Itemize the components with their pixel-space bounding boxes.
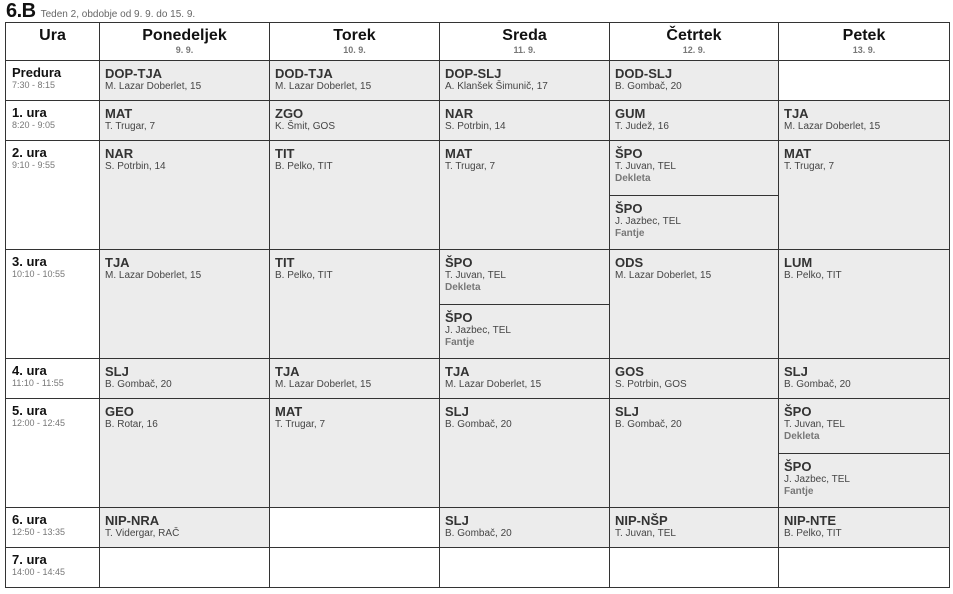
lesson-entry[interactable] [270,250,439,282]
class-name: 6.B [6,0,36,22]
lesson-cell[interactable] [270,250,440,359]
lesson-cell[interactable] [610,61,779,101]
lesson-entry[interactable] [100,399,269,431]
lesson-teacher-room: M. Lazar Doberlet, 15 [445,379,542,390]
lesson-entry[interactable] [270,61,439,93]
lesson-cell[interactable] [270,61,440,101]
lesson-cell[interactable] [779,399,950,508]
period-name: 5. ura [12,403,47,418]
day-date: 11. 9. [513,45,536,55]
lesson-entry[interactable] [779,101,949,133]
lesson-cell[interactable] [100,61,270,101]
day-name: Petek [842,27,886,44]
week-info: Teden 2, obdobje od 9. 9. do 15. 9. [40,9,196,20]
lesson-subject: GUM [615,106,646,121]
empty-cell [270,548,440,588]
lesson-subject: ŠPO [615,201,643,216]
lesson-cell[interactable] [779,101,950,141]
lesson-entry[interactable] [100,359,269,391]
lesson-cell[interactable] [610,141,779,250]
lesson-teacher-room: T. Vidergar, RAČ [105,528,180,539]
lesson-cell[interactable] [779,359,950,399]
lesson-teacher-room: B. Pelko, TIT [275,270,333,281]
lesson-teacher-room: M. Lazar Doberlet, 15 [105,81,202,92]
lesson-teacher-room: T. Trugar, 7 [275,419,326,430]
lesson-entry[interactable] [610,195,778,249]
lesson-cell[interactable] [440,61,610,101]
period-time: 12:50 - 13:35 [12,527,66,537]
lesson-entry[interactable] [100,101,269,133]
period-row [6,359,950,399]
lesson-cell[interactable] [100,399,270,508]
period-time: 11:10 - 11:55 [12,378,64,388]
lesson-entry[interactable] [610,141,778,195]
lesson-group: Dekleta [615,173,651,184]
lesson-subject: GEO [105,404,134,419]
lesson-cell[interactable] [440,101,610,141]
lesson-subject: ŠPO [784,459,812,474]
lesson-entry[interactable] [270,101,439,133]
lesson-teacher-room: B. Gombač, 20 [615,419,682,430]
period-cell [6,101,100,141]
lesson-subject: TJA [784,106,809,121]
period-cell [6,359,100,399]
lesson-teacher-room: B. Pelko, TIT [784,270,842,281]
lesson-entry[interactable] [100,141,269,173]
lesson-teacher-room: B. Rotar, 16 [105,419,158,430]
lesson-entry[interactable] [779,141,949,173]
lesson-cell[interactable] [100,508,270,548]
day-header [440,23,610,61]
lesson-group: Fantje [615,228,645,239]
day-header [270,23,440,61]
day-date: 9. 9. [175,45,194,55]
day-name: Torek [333,27,376,44]
lesson-entry[interactable] [610,399,778,431]
lesson-subject: SLJ [445,513,469,528]
empty-cell [270,508,440,548]
lesson-subject: DOP-TJA [105,66,163,81]
period-cell [6,61,100,101]
lesson-cell[interactable] [440,141,610,250]
lesson-teacher-room: M. Lazar Doberlet, 15 [615,270,712,281]
lesson-subject: ŠPO [615,146,643,161]
period-name: 4. ura [12,363,47,378]
period-column-label: Ura [39,27,66,44]
lesson-entry[interactable] [440,399,609,431]
period-time: 14:00 - 14:45 [12,567,66,577]
lesson-teacher-room: M. Lazar Doberlet, 15 [275,81,372,92]
lesson-subject: SLJ [105,364,129,379]
lesson-cell[interactable] [440,359,610,399]
period-time: 7:30 - 8:15 [12,80,56,90]
lesson-entry[interactable] [440,304,609,358]
empty-cell [100,548,270,588]
timetable [5,22,950,588]
lesson-entry[interactable] [440,508,609,540]
lesson-teacher-room: T. Juvan, TEL [615,161,676,172]
lesson-group: Fantje [445,337,475,348]
lesson-subject: ŠPO [784,404,812,419]
day-name: Ponedeljek [142,27,227,44]
lesson-subject: LUM [784,255,813,270]
lesson-teacher-room: B. Gombač, 20 [784,379,851,390]
lesson-teacher-room: B. Pelko, TIT [784,528,842,539]
lesson-cell[interactable] [440,250,610,359]
lesson-cell[interactable] [779,250,950,359]
period-time: 12:00 - 12:45 [12,418,66,428]
lesson-teacher-room: M. Lazar Doberlet, 15 [275,379,372,390]
lesson-subject: NIP-NRA [105,513,160,528]
lesson-teacher-room: S. Potrbin, GOS [615,379,687,390]
lesson-cell[interactable] [270,399,440,508]
day-header [779,23,950,61]
lesson-cell[interactable] [440,399,610,508]
lesson-cell[interactable] [100,250,270,359]
lesson-subject: DOP-SLJ [445,66,502,81]
lesson-entry[interactable] [440,141,609,173]
day-date: 13. 9. [852,45,876,55]
lesson-subject: NAR [105,146,134,161]
lesson-teacher-room: T. Trugar, 7 [445,161,496,172]
lesson-entry[interactable] [270,399,439,431]
lesson-teacher-room: B. Gombač, 20 [445,419,512,430]
day-header [100,23,270,61]
empty-cell [440,548,610,588]
lesson-cell[interactable] [270,359,440,399]
lesson-teacher-room: T. Juvan, TEL [784,419,845,430]
lesson-teacher-room: B. Pelko, TIT [275,161,333,172]
lesson-entry[interactable] [440,250,609,304]
lesson-subject: DOD-TJA [275,66,333,81]
timetable-header [6,0,195,22]
period-name: 6. ura [12,512,47,527]
lesson-teacher-room: T. Trugar, 7 [105,121,156,132]
lesson-cell[interactable] [610,399,779,508]
lesson-teacher-room: T. Juvan, TEL [615,528,676,539]
period-column-header [6,23,100,61]
lesson-subject: ZGO [275,106,304,121]
empty-cell [610,548,779,588]
lesson-entry[interactable] [610,61,778,93]
lesson-subject: SLJ [784,364,808,379]
lesson-teacher-room: B. Gombač, 20 [615,81,682,92]
period-row [6,141,950,250]
lesson-teacher-room: B. Gombač, 20 [445,528,512,539]
day-name: Sreda [502,27,547,44]
period-cell [6,508,100,548]
lesson-entry[interactable] [100,61,269,93]
lesson-entry[interactable] [100,508,269,540]
lesson-subject: MAT [784,146,812,161]
period-name: 3. ura [12,254,47,269]
lesson-entry[interactable] [779,508,949,540]
lesson-subject: ŠPO [445,255,473,270]
period-row [6,250,950,359]
lesson-cell[interactable] [610,101,779,141]
lesson-teacher-room: M. Lazar Doberlet, 15 [105,270,202,281]
lesson-teacher-room: M. Lazar Doberlet, 15 [784,121,881,132]
lesson-entry[interactable] [610,101,778,133]
period-cell [6,141,100,250]
day-date: 10. 9. [343,45,366,55]
lesson-subject: TJA [445,364,470,379]
day-header-row [6,23,950,61]
period-cell [6,399,100,508]
lesson-cell[interactable] [779,141,950,250]
day-name: Četrtek [666,27,722,44]
lesson-subject: MAT [275,404,303,419]
period-cell [6,548,100,588]
period-name: 2. ura [12,145,47,160]
lesson-subject: NAR [445,106,474,121]
lesson-teacher-room: T. Trugar, 7 [784,161,835,172]
lesson-teacher-room: J. Jazbec, TEL [615,216,681,227]
lesson-group: Dekleta [445,282,481,293]
period-row [6,548,950,588]
lesson-subject: NIP-NTE [784,513,836,528]
lesson-entry[interactable] [779,453,949,507]
lesson-teacher-room: K. Šmit, GOS [275,121,336,132]
lesson-teacher-room: B. Gombač, 20 [105,379,172,390]
lesson-subject: GOS [615,364,644,379]
period-row [6,399,950,508]
period-time: 8:20 - 9:05 [12,120,56,130]
lesson-entry[interactable] [440,101,609,133]
lesson-cell[interactable] [270,101,440,141]
lesson-entry[interactable] [440,359,609,391]
lesson-subject: TJA [275,364,300,379]
period-name: Predura [12,65,62,80]
lesson-teacher-room: T. Juvan, TEL [445,270,506,281]
period-row [6,508,950,548]
lesson-teacher-room: J. Jazbec, TEL [445,325,511,336]
lesson-entry[interactable] [610,508,778,540]
lesson-cell[interactable] [100,141,270,250]
lesson-entry[interactable] [440,61,609,93]
period-row [6,101,950,141]
lesson-subject: TIT [275,255,295,270]
lesson-subject: ODS [615,255,644,270]
lesson-subject: ŠPO [445,310,473,325]
lesson-subject: TIT [275,146,295,161]
lesson-entry[interactable] [779,359,949,391]
period-name: 7. ura [12,552,47,567]
period-cell [6,250,100,359]
lesson-subject: SLJ [445,404,469,419]
lesson-group: Dekleta [784,431,820,442]
lesson-teacher-room: S. Potrbin, 14 [445,121,506,132]
lesson-entry[interactable] [610,359,778,391]
lesson-subject: DOD-SLJ [615,66,673,81]
lesson-cell[interactable] [610,359,779,399]
lesson-subject: TJA [105,255,130,270]
lesson-subject: SLJ [615,404,639,419]
lesson-entry[interactable] [270,141,439,173]
period-time: 9:10 - 9:55 [12,160,56,170]
lesson-cell[interactable] [100,101,270,141]
lesson-cell[interactable] [610,508,779,548]
lesson-teacher-room: A. Klanšek Šimunič, 17 [445,81,548,92]
empty-cell [779,61,950,101]
lesson-subject: MAT [445,146,473,161]
lesson-teacher-room: T. Judež, 16 [615,121,669,132]
lesson-cell[interactable] [779,508,950,548]
period-name: 1. ura [12,105,47,120]
lesson-teacher-room: S. Potrbin, 14 [105,161,166,172]
lesson-entry[interactable] [779,250,949,282]
day-date: 12. 9. [682,45,706,55]
period-time: 10:10 - 10:55 [12,269,66,279]
lesson-entry[interactable] [100,250,269,282]
empty-cell [779,548,950,588]
period-row [6,61,950,101]
lesson-entry[interactable] [270,359,439,391]
lesson-cell[interactable] [100,359,270,399]
lesson-teacher-room: J. Jazbec, TEL [784,474,850,485]
lesson-cell[interactable] [610,250,779,359]
day-header [610,23,779,61]
lesson-cell[interactable] [440,508,610,548]
lesson-entry[interactable] [610,250,778,282]
lesson-entry[interactable] [779,399,949,453]
lesson-cell[interactable] [270,141,440,250]
lesson-subject: MAT [105,106,133,121]
lesson-group: Fantje [784,486,814,497]
lesson-subject: NIP-NŠP [615,513,668,528]
